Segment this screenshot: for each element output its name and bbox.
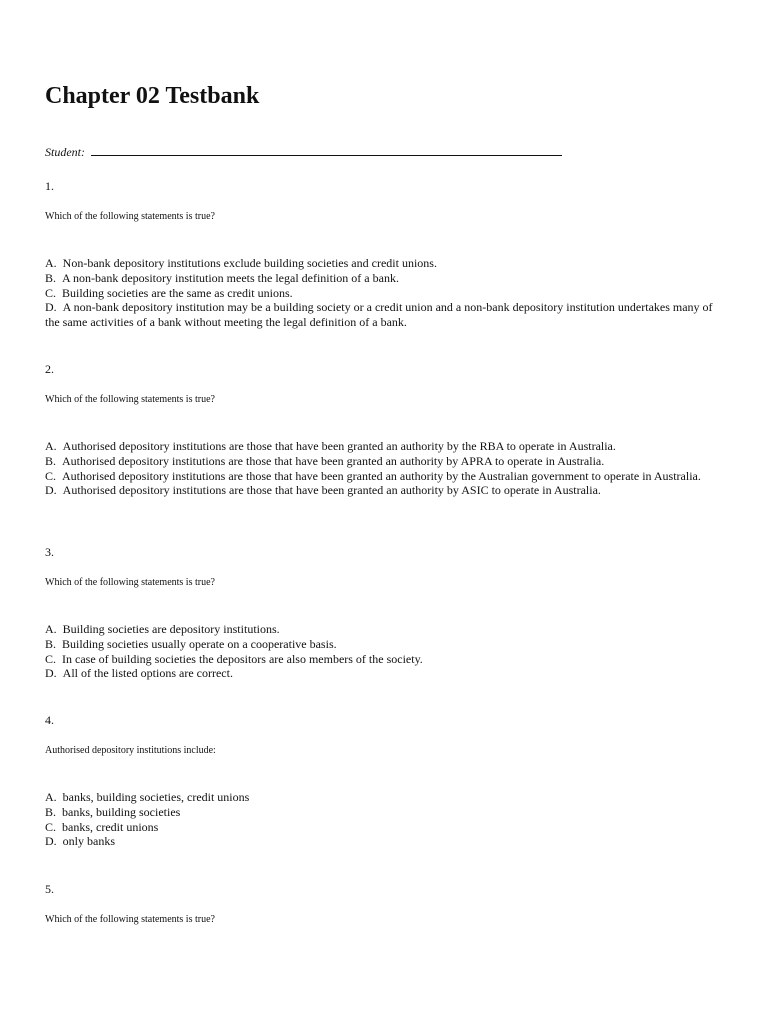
option-letter: C. (45, 819, 57, 834)
option-text: banks, credit unions (62, 819, 159, 834)
question-number: 3. (45, 545, 54, 559)
answer-option (45, 790, 725, 805)
option-text: Building societies are the same as credit unions. (62, 285, 293, 300)
answer-option (45, 286, 725, 301)
page-title: Chapter 02 Testbank (45, 83, 260, 109)
answer-option (45, 834, 725, 849)
option-letter: A. (45, 256, 57, 270)
option-text: Authorised depository institutions are those that have been granted an authority by ASIC to operate in Australia. (62, 483, 601, 498)
option-text: A non-bank depository institution meets the legal definition of a bank. (62, 270, 399, 285)
question-number: 2. (45, 362, 54, 376)
question-number: 5. (45, 882, 54, 896)
option-text: Building societies usually operate on a cooperative basis. (62, 636, 337, 651)
option-text: In case of building societies the depositors are also members of the society. (62, 651, 423, 666)
question-text: Which of the following statements is true? (45, 914, 215, 925)
question-number: 1. (45, 179, 54, 193)
question-number: 4. (45, 713, 54, 727)
option-text: All of the listed options are correct. (62, 666, 233, 681)
question-2 (45, 361, 725, 498)
answer-option (45, 483, 725, 498)
option-letter: D. (45, 834, 57, 849)
option-text: A non-bank depository institution may be a building society or a credit union and a non-bank depository institution undertakes many of the same activities of a bank without meeting the legal definition of a bank. (45, 300, 713, 330)
option-letter: B. (45, 453, 57, 468)
option-text: Non-bank depository institutions exclude building societies and credit unions. (62, 256, 437, 270)
student-field (45, 143, 562, 161)
question-text: Authorised depository institutions include: (45, 745, 216, 756)
option-text: Authorised depository institutions are those that have been granted an authority by the RBA to operate in Australia. (62, 439, 616, 453)
option-letter: B. (45, 804, 57, 819)
answer-option (45, 820, 725, 835)
option-letter: D. (45, 300, 57, 315)
option-letter: A. (45, 439, 57, 453)
option-text: Building societies are depository institutions. (62, 622, 280, 636)
student-label: Student: (45, 145, 85, 159)
answer-option (45, 256, 725, 271)
option-letter: C. (45, 651, 57, 666)
answer-option (45, 300, 725, 330)
answer-option (45, 805, 725, 820)
question-3 (45, 544, 725, 681)
answer-options (45, 439, 725, 498)
option-letter: A. (45, 622, 57, 636)
option-text: Authorised depository institutions are those that have been granted an authority by the Australian government to operate in Australia. (62, 468, 701, 483)
option-letter: A. (45, 790, 57, 804)
question-4 (45, 712, 725, 849)
option-letter: C. (45, 468, 57, 483)
question-text: Which of the following statements is true? (45, 211, 215, 222)
answer-options (45, 256, 725, 330)
answer-option (45, 439, 725, 454)
student-name-line (91, 143, 562, 156)
answer-options (45, 790, 725, 849)
option-text: banks, building societies, credit unions (62, 790, 250, 804)
answer-option (45, 652, 725, 667)
answer-option (45, 622, 725, 637)
answer-options (45, 622, 725, 681)
answer-option (45, 271, 725, 286)
question-text: Which of the following statements is true? (45, 394, 215, 405)
question-text: Which of the following statements is true? (45, 577, 215, 588)
question-1 (45, 178, 725, 330)
option-letter: C. (45, 285, 57, 300)
question-5 (45, 881, 725, 927)
option-letter: B. (45, 270, 57, 285)
option-text: only banks (62, 834, 116, 849)
option-letter: D. (45, 666, 57, 681)
answer-option (45, 666, 725, 681)
option-text: Authorised depository institutions are those that have been granted an authority by APRA to operate in Australia. (62, 453, 605, 468)
answer-option (45, 637, 725, 652)
option-text: banks, building societies (62, 804, 181, 819)
option-letter: B. (45, 636, 57, 651)
answer-option (45, 454, 725, 469)
option-letter: D. (45, 483, 57, 498)
answer-option (45, 469, 725, 484)
